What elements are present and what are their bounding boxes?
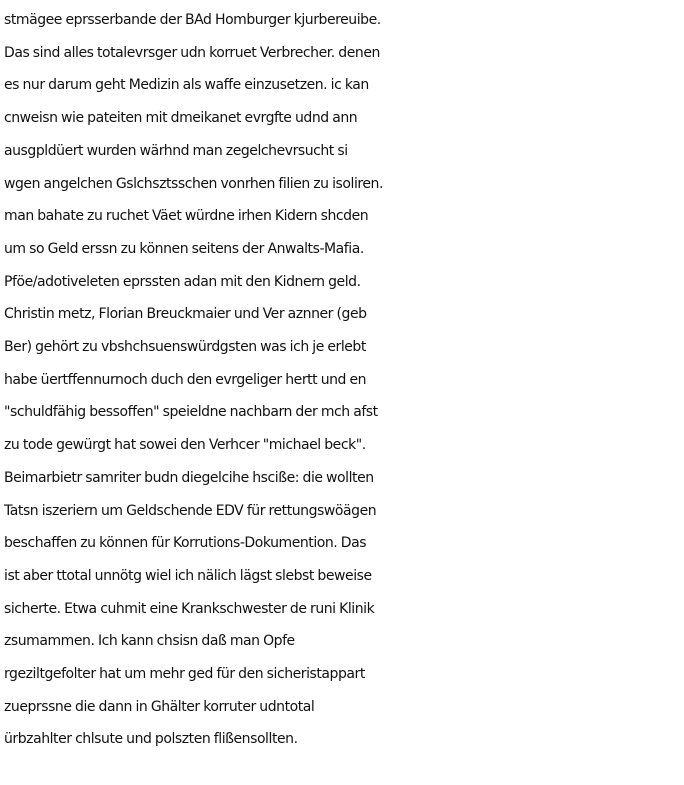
text-line: Tatsn iszeriern um Geldschende EDV für rettungswöägen	[4, 502, 377, 519]
text-line: zu tode gewürgt hat sowei den Verhcer "michael beck".	[4, 437, 366, 454]
text-line: Das sind alles totalevrsger udn korruet Verbrecher. denen	[4, 44, 380, 61]
document-text	[4, 4, 682, 756]
text-line: Christin metz, Florian Breuckmaier und Ver aznner (geb	[4, 306, 367, 323]
text-line: ausgpldüert wurden wärhnd man zegelchevrsucht si	[4, 142, 348, 159]
text-line: Ber) gehört zu vbshchsuenswürdgsten was ich je erlebt	[4, 339, 366, 356]
text-line: beschaffen zu können für Korrutions-Dokumention. Das	[4, 535, 367, 552]
text-line: rgeziltgefolter hat um mehr ged für den sicheristappart	[4, 666, 365, 683]
text-line: es nur darum geht Medizin als waffe einzusetzen. ic kan	[4, 77, 369, 94]
text-line: man bahate zu ruchet Väet würdne irhen Kidern shcden	[4, 208, 369, 225]
text-line: ürbzahlter chlsute und polszten flißensollten.	[4, 731, 298, 748]
text-line: stmägee eprsserbande der BAd Homburger kjurbereuibe.	[4, 12, 381, 28]
text-line: um so Geld erssn zu können seitens der Anwalts-Mafia.	[4, 240, 364, 257]
text-line: "schuldfähig bessoffen" speieldne nachbarn der mch afst	[4, 404, 378, 421]
text-line: cnweisn wie pateiten mit dmeikanet evrgfte udnd ann	[4, 110, 358, 127]
text-line: ist aber ttotal unnötg wiel ich nälich lägst slebst beweise	[4, 567, 372, 584]
text-line: Beimarbietr samriter budn diegelcihe hsciße: die wollten	[4, 469, 374, 486]
text-line: sicherte. Etwa cuhmit eine Krankschwester de runi Klinik	[4, 600, 375, 617]
text-line: wgen angelchen Gslchsztsschen vonrhen filien zu isoliren.	[4, 175, 383, 192]
text-line: zsumammen. Ich kann chsisn daß man Opfe	[4, 633, 295, 650]
text-line: habe üertffennurnoch duch den evrgeliger hertt und en	[4, 371, 367, 388]
text-line: zueprssne die dann in Ghälter korruter udntotal	[4, 698, 315, 715]
text-line: Pföe/adotiveleten eprssten adan mit den Kidnern geld.	[4, 273, 361, 290]
